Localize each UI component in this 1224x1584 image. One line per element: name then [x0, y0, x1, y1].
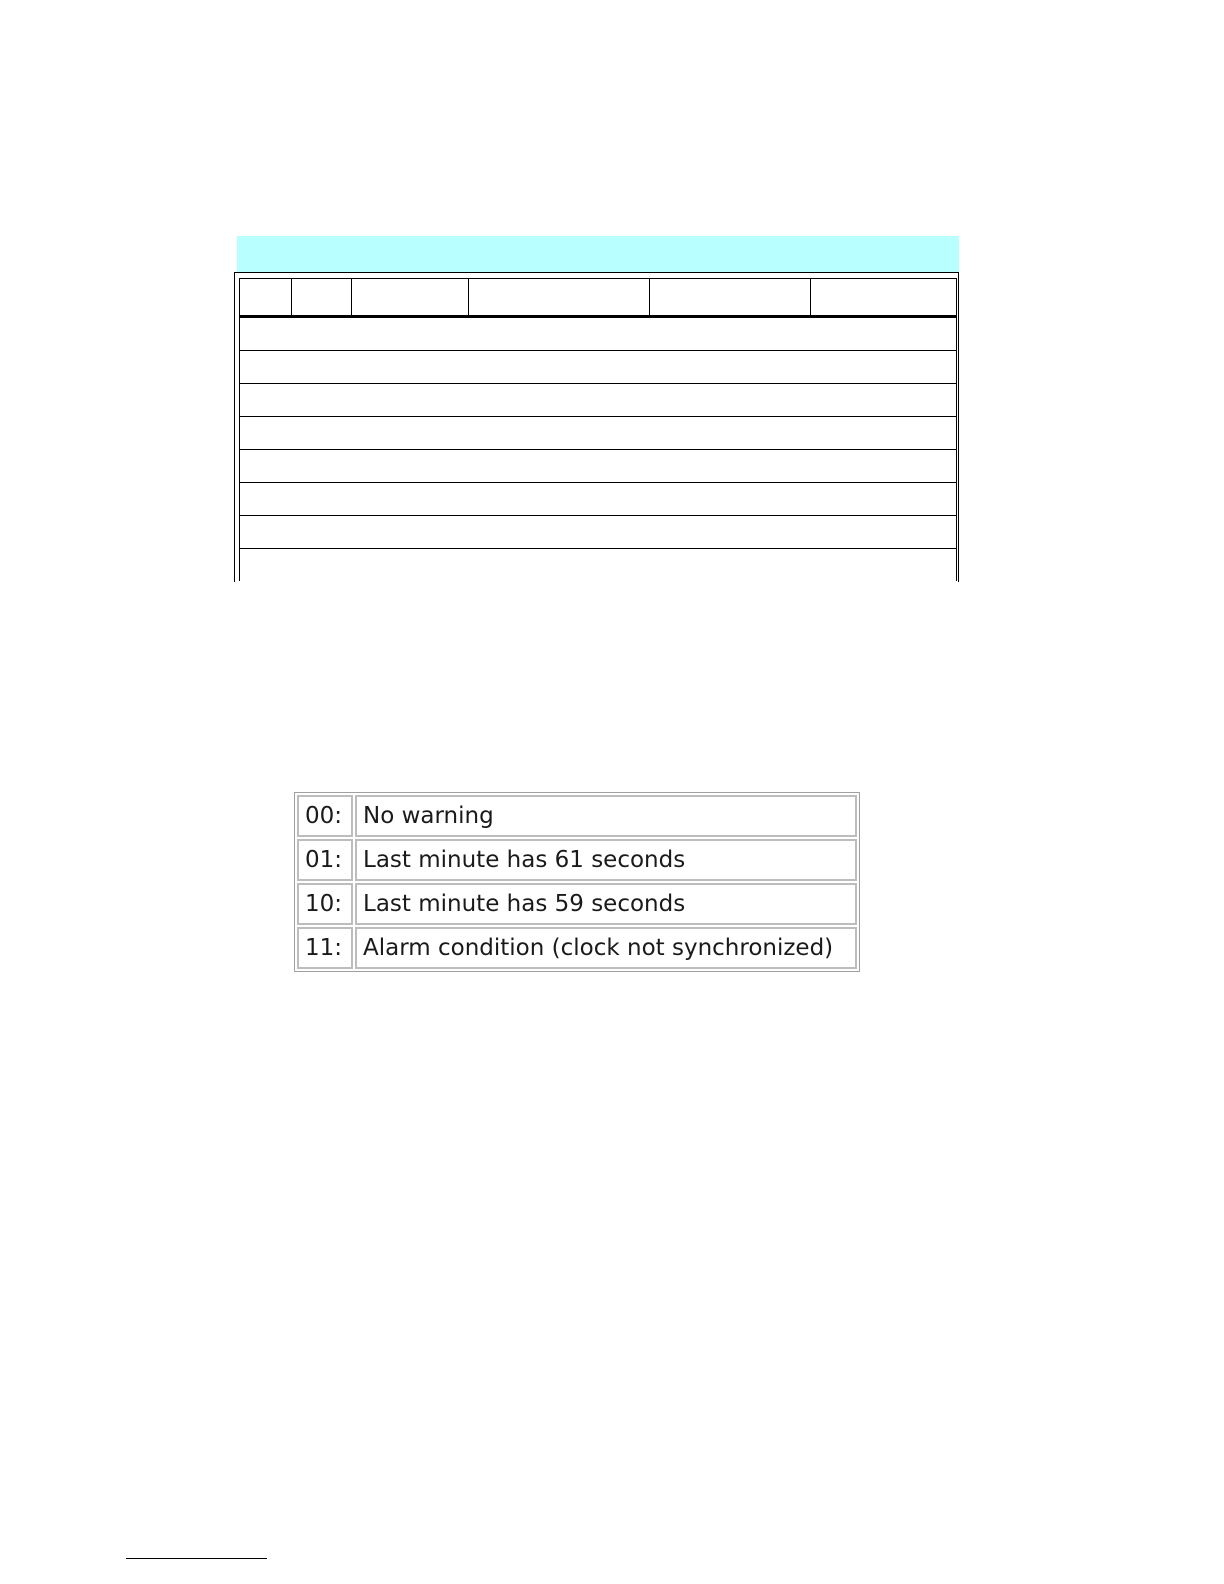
li-code: 01:	[297, 839, 353, 881]
table-row	[240, 450, 957, 483]
table-row	[297, 927, 857, 969]
table-row	[240, 549, 957, 582]
header-field-cell	[240, 279, 292, 317]
header-field-cell	[352, 279, 469, 317]
header-format-grid	[239, 278, 957, 581]
li-code: 00:	[297, 795, 353, 837]
table-row	[297, 839, 857, 881]
table-row	[240, 384, 957, 417]
li-meaning: Alarm condition (clock not synchronized)	[355, 927, 857, 969]
table-row-cell	[240, 483, 957, 516]
header-field-cell	[811, 279, 957, 317]
li-meaning: Last minute has 59 seconds	[355, 883, 857, 925]
footnote-rule	[126, 1558, 267, 1559]
li-meaning: No warning	[355, 795, 857, 837]
header-field-cell	[292, 279, 352, 317]
header-field-cell	[469, 279, 650, 317]
table-row	[297, 795, 857, 837]
table-row	[240, 317, 957, 351]
li-code: 10:	[297, 883, 353, 925]
leap-indicator-table	[294, 792, 860, 972]
header-format-table	[234, 272, 959, 582]
leap-indicator-grid	[294, 792, 860, 972]
header-band	[237, 236, 959, 272]
table-row-cell	[240, 384, 957, 417]
table-row-cell	[240, 351, 957, 384]
table-row	[240, 516, 957, 549]
table-row-cell	[240, 417, 957, 450]
table-row	[297, 883, 857, 925]
table-row-cell	[240, 317, 957, 351]
li-code: 11:	[297, 927, 353, 969]
li-meaning: Last minute has 61 seconds	[355, 839, 857, 881]
table-row-cell	[240, 516, 957, 549]
header-field-cell	[650, 279, 811, 317]
table-row	[240, 417, 957, 450]
table-row	[240, 483, 957, 516]
table-row-cell	[240, 450, 957, 483]
header-field-row	[240, 279, 957, 317]
table-row	[240, 351, 957, 384]
table-row-cell	[240, 549, 957, 582]
